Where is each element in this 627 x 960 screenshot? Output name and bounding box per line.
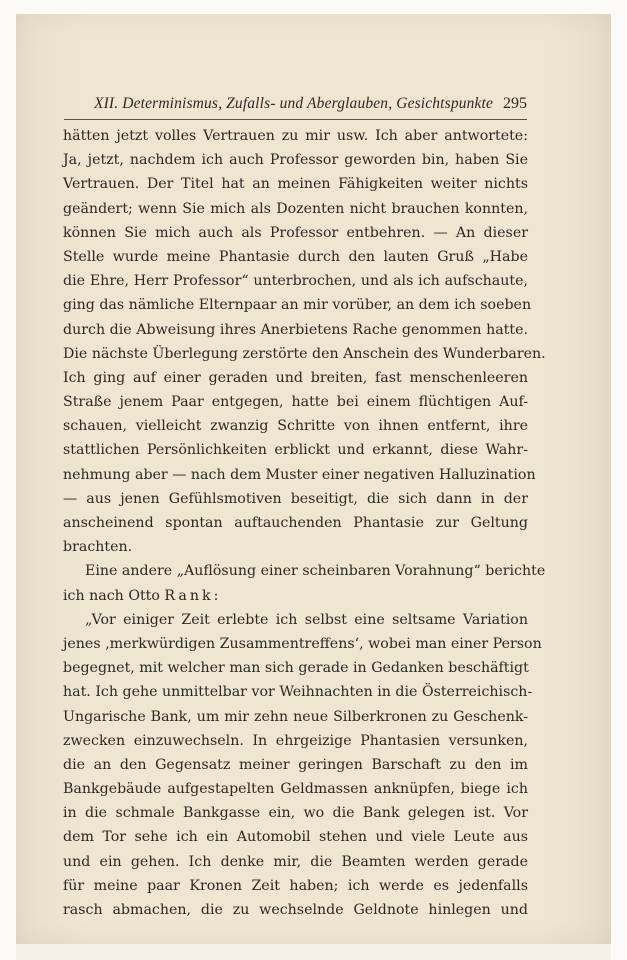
page-header xyxy=(64,95,527,120)
text-line: Ungarische Bank, um mir zehn neue Silberkronen zu Geschenk- xyxy=(63,708,528,725)
text-line: stattlichen Persönlichkeiten erblickt und erkannt, diese Wahr- xyxy=(63,442,528,459)
author-name: Rank xyxy=(164,587,214,604)
text-line: können Sie mich auch als Professor entbehren. — An dieser xyxy=(63,224,528,241)
text-line: anscheinend spontan auftauchenden Phantasie zur Geltung xyxy=(63,515,528,531)
text-line: dem Tor sehe ich ein Automobil stehen und viele Leute aus xyxy=(63,829,528,846)
text-line: und ein gehen. Ich denke mir, die Beamten werden gerade xyxy=(63,853,528,870)
text-line-with-name xyxy=(63,584,528,608)
text-line: in die schmale Bankgasse ein, wo die Bank gelegen ist. Vor xyxy=(63,805,528,822)
text-line: für meine paar Kronen Zeit haben; ich werde es jedenfalls xyxy=(63,877,528,894)
running-title: XII. Determinismus, Zufalls- und Aberglauben, Gesichtspunkte xyxy=(94,95,494,112)
text-line: nehmung aber — nach dem Muster einer negativen Halluzination xyxy=(63,466,536,483)
text-line: Vertrauen. Der Titel hat an meinen Fähigkeiten weiter nichts xyxy=(63,176,528,193)
text-line: „Vor einiger Zeit erlebte ich selbst eine seltsame Variation xyxy=(85,611,528,628)
text-line: Ja, jetzt, nachdem ich auch Professor geworden bin, haben Sie xyxy=(63,152,528,169)
text-line: schauen, vielleicht zwanzig Schritte von ihnen entfernt, ihre xyxy=(63,418,528,435)
text-line: Die nächste Überlegung zerstörte den Anschein des Wunderbaren. xyxy=(63,345,546,362)
scan-bottom-edge xyxy=(16,944,611,960)
text-line: Stelle wurde meine Phantasie durch den lauten Gruß „Habe xyxy=(63,248,528,265)
text-line: zwecken einzuwechseln. In ehrgeizige Phantasien versunken, xyxy=(63,732,528,749)
text-line: Ich ging auf einer geraden und breiten, fast menschenleeren xyxy=(63,369,528,386)
text-line: geändert; wenn Sie mich als Dozenten nicht brauchen konnten, xyxy=(63,200,528,217)
text-line: brachten. xyxy=(63,539,133,556)
text-line: Straße jenem Paar entgegen, hatte bei einem flüchtigen Auf- xyxy=(63,394,528,411)
text-line: ging das nämliche Elternpaar an mir vorüber, an dem ich soeben xyxy=(63,297,532,314)
text-line: die an den Gegensatz meiner geringen Barschaft zu den im xyxy=(63,756,528,773)
text-line: rasch abmachen, die zu wechselnde Geldnote hinlegen und xyxy=(63,902,528,918)
text-line: durch die Abweisung ihres Anerbietens Rache genommen hatte. xyxy=(63,321,528,338)
text-line: jenes ‚merkwürdigen Zusammentreffens‘, wobei man einer Person xyxy=(63,635,542,652)
text-line: — aus jenen Gefühlsmotiven beseitigt, die sich dann in der xyxy=(63,490,528,507)
text-line: Bankgebäude aufgestapelten Geldmassen anknüpfen, biege ich xyxy=(63,781,528,798)
text-line: begegnet, mit welcher man sich gerade in Gedanken beschäftigt xyxy=(63,660,529,677)
text-line: die Ehre, Herr Professor“ unterbrochen, und als ich aufschaute, xyxy=(63,273,528,290)
text-line: Eine andere „Auflösung einer scheinbaren Vorahnung“ berichte xyxy=(85,563,546,580)
text-line-part: ich nach Otto xyxy=(63,587,160,604)
text-line-part: : xyxy=(213,587,219,604)
text-line: hätten jetzt volles Vertrauen zu mir usw. Ich aber antwortete: xyxy=(63,128,528,144)
body-text xyxy=(63,124,546,922)
page-number: 295 xyxy=(503,95,527,112)
text-line: hat. Ich gehe unmittelbar vor Weihnachten in die Österreichisch- xyxy=(63,684,533,701)
